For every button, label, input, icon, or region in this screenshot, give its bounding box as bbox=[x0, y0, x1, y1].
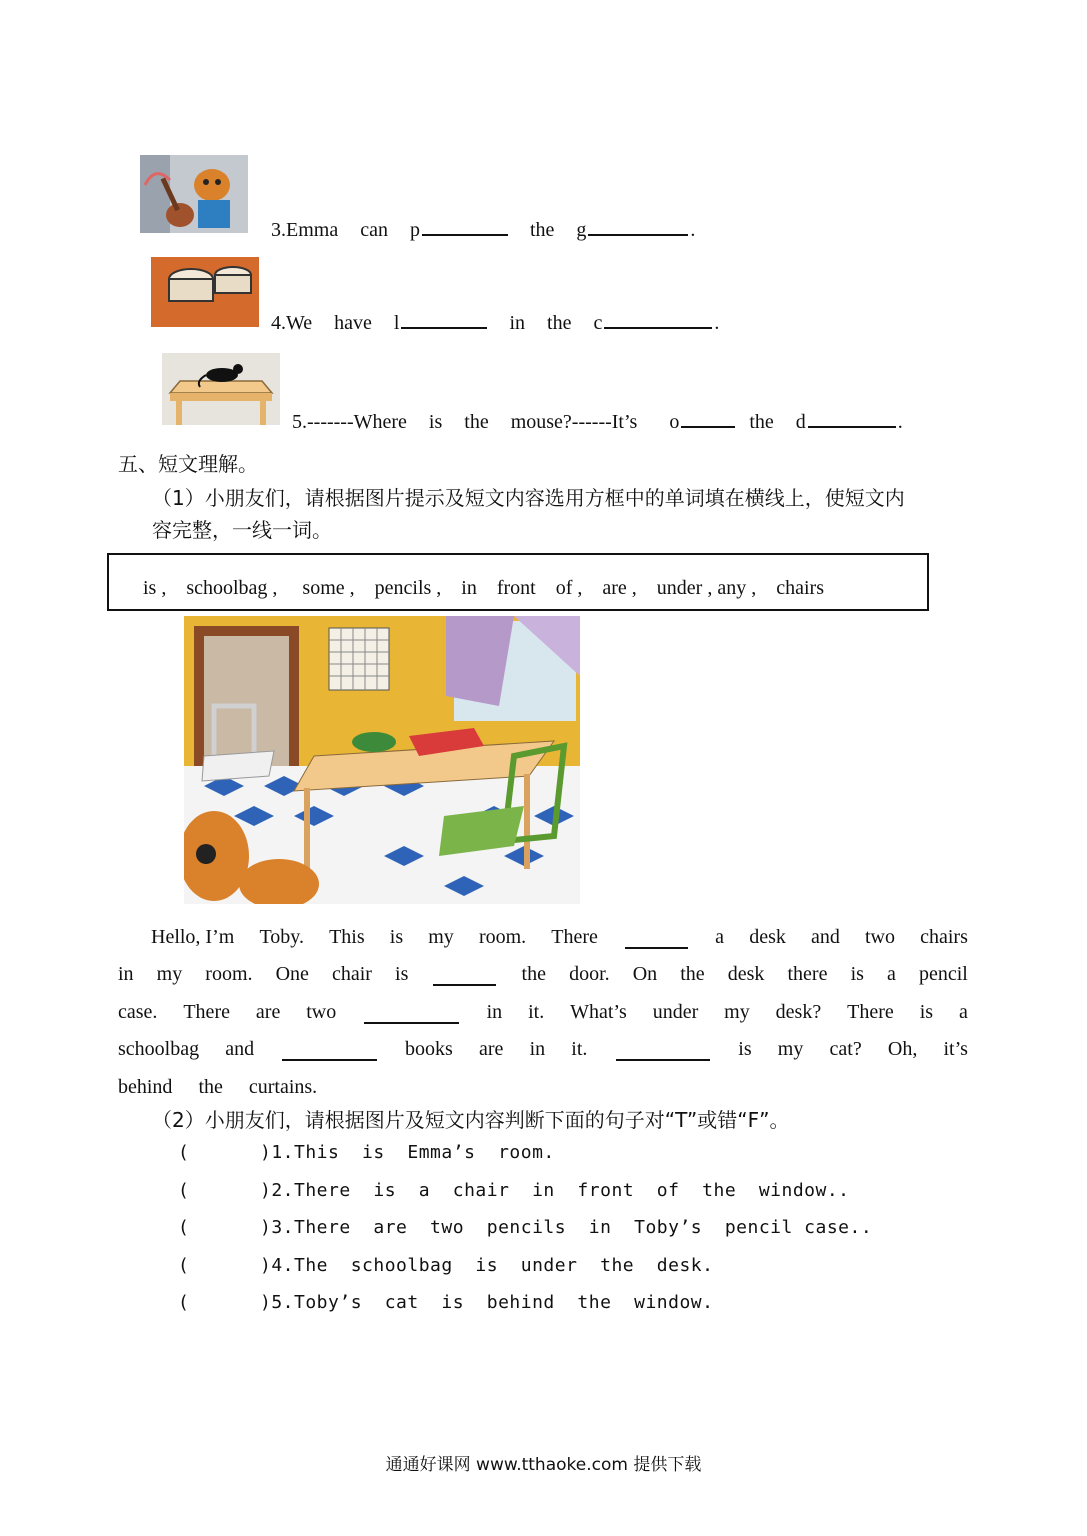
passage-word: One bbox=[275, 963, 309, 985]
answer-paren[interactable]: ( bbox=[178, 1292, 190, 1313]
passage-word: a bbox=[715, 925, 725, 948]
answer-blank[interactable] bbox=[282, 1041, 377, 1061]
guitar-picture bbox=[140, 155, 248, 233]
part1-instruction-line1: （1）小朋友们，请根据图片提示及短文内容选用方框中的单词填在横线上，使短文内 bbox=[152, 486, 905, 510]
tf-statement: )4.The schoolbag is under the desk. bbox=[260, 1254, 714, 1276]
passage-word: room. bbox=[478, 925, 527, 948]
answer-blank[interactable] bbox=[616, 1041, 711, 1061]
passage-word: a bbox=[886, 963, 896, 985]
passage-word: curtains. bbox=[248, 1075, 318, 1098]
answer-blank[interactable] bbox=[808, 408, 896, 428]
answer-blank[interactable] bbox=[625, 929, 688, 949]
room-picture bbox=[184, 616, 580, 904]
passage-word: desk? bbox=[775, 1000, 822, 1023]
passage-word: schoolbag bbox=[118, 1038, 200, 1060]
answer-blank[interactable] bbox=[422, 216, 508, 236]
passage-line bbox=[118, 949, 968, 987]
passage-word: is bbox=[389, 925, 404, 948]
passage-word: books bbox=[405, 1038, 453, 1060]
part2-instruction: （2）小朋友们，请根据图片及短文内容判断下面的句子对“T”或错“F”。 bbox=[152, 1108, 790, 1132]
passage-word: Oh, bbox=[887, 1038, 918, 1060]
word-bank: is , schoolbag , some , pencils , in front of , are , under , any , chairs bbox=[143, 577, 824, 599]
passage-word: the bbox=[198, 1075, 223, 1098]
passage-word: room. bbox=[205, 963, 253, 985]
tf-statement: )3.There are two pencils in Toby’s pencil case.. bbox=[260, 1217, 873, 1238]
answer-blank[interactable] bbox=[588, 216, 688, 236]
passage-word: There bbox=[183, 1000, 230, 1023]
passage-word: is bbox=[850, 963, 864, 985]
passage-word: and bbox=[810, 925, 840, 948]
passage-word: the bbox=[521, 963, 546, 985]
answer-blank[interactable] bbox=[604, 309, 712, 329]
passage-word: the bbox=[680, 963, 705, 985]
passage-word: Toby. bbox=[259, 925, 304, 948]
answer-paren[interactable]: ( bbox=[178, 1217, 190, 1238]
passage-word: chair bbox=[331, 963, 372, 985]
passage-word: it. bbox=[571, 1038, 588, 1060]
passage-line bbox=[118, 911, 968, 949]
passage-word: desk bbox=[749, 925, 786, 948]
passage-word: Hello, I’m bbox=[151, 925, 235, 948]
passage-word: a bbox=[958, 1000, 968, 1023]
question-4: 4.We have l in the c . bbox=[271, 309, 719, 335]
mouse-on-desk-picture bbox=[162, 353, 280, 425]
lanterns-picture bbox=[151, 257, 259, 327]
passage-word: there bbox=[787, 963, 828, 985]
passage-word: case. bbox=[118, 1000, 158, 1023]
part1-instruction-line2: 容完整，一线一词。 bbox=[152, 518, 332, 542]
passage-word: my bbox=[156, 963, 183, 985]
passage-word: desk bbox=[727, 963, 765, 985]
passage-word: two bbox=[306, 1000, 337, 1023]
tf-statement: )5.Toby’s cat is behind the window. bbox=[260, 1292, 714, 1313]
question-3: 3.Emma can p the g . bbox=[271, 216, 695, 242]
tf-statement: )2.There is a chair in front of the window.. bbox=[260, 1179, 850, 1201]
answer-paren[interactable]: ( bbox=[178, 1179, 190, 1201]
passage-word: is bbox=[738, 1038, 752, 1060]
passage-word: in bbox=[529, 1038, 546, 1060]
word-bank-box bbox=[107, 553, 929, 611]
passage-word: is bbox=[919, 1000, 934, 1023]
passage-word: two bbox=[865, 925, 895, 948]
passage-word: behind bbox=[118, 1075, 173, 1098]
passage-word: pencil bbox=[918, 963, 968, 985]
passage-word: is bbox=[395, 963, 409, 985]
passage-word: in bbox=[118, 963, 134, 985]
passage-word: my bbox=[428, 925, 454, 948]
passage-word: There bbox=[847, 1000, 894, 1023]
passage-word: under bbox=[652, 1000, 699, 1023]
answer-paren[interactable]: ( bbox=[178, 1254, 190, 1276]
passage-line bbox=[118, 986, 968, 1024]
passage-word: This bbox=[329, 925, 365, 948]
passage-line bbox=[118, 1061, 968, 1099]
passage-word: door. bbox=[569, 963, 610, 985]
passage-word: in bbox=[486, 1000, 503, 1023]
answer-blank[interactable] bbox=[401, 309, 487, 329]
passage-word: There bbox=[551, 925, 598, 948]
passage-word: are bbox=[478, 1038, 504, 1060]
footer: 通通好课网 www.tthaoke.com 提供下载 bbox=[385, 1455, 702, 1475]
answer-blank[interactable] bbox=[681, 408, 735, 428]
passage-word: it’s bbox=[943, 1038, 968, 1060]
passage-word: and bbox=[225, 1038, 255, 1060]
answer-blank[interactable] bbox=[433, 966, 496, 986]
passage-word: my bbox=[724, 1000, 750, 1023]
reading-passage bbox=[118, 911, 968, 1099]
answer-blank[interactable] bbox=[364, 1004, 459, 1024]
passage-word: it. bbox=[528, 1000, 545, 1023]
question-5: 5.-------Where is the mouse?------It’s o the d . bbox=[292, 408, 903, 434]
passage-word: my bbox=[777, 1038, 804, 1060]
passage-word: chairs bbox=[920, 925, 968, 948]
passage-word: cat? bbox=[829, 1038, 862, 1060]
passage-word: What’s bbox=[570, 1000, 627, 1023]
section-title: 五、短文理解。 bbox=[118, 452, 258, 476]
answer-paren[interactable]: ( bbox=[178, 1142, 190, 1163]
passage-word: On bbox=[632, 963, 658, 985]
passage-word: are bbox=[255, 1000, 281, 1023]
passage-line bbox=[118, 1024, 968, 1062]
tf-statement: )1.This is Emma’s room. bbox=[260, 1142, 555, 1163]
